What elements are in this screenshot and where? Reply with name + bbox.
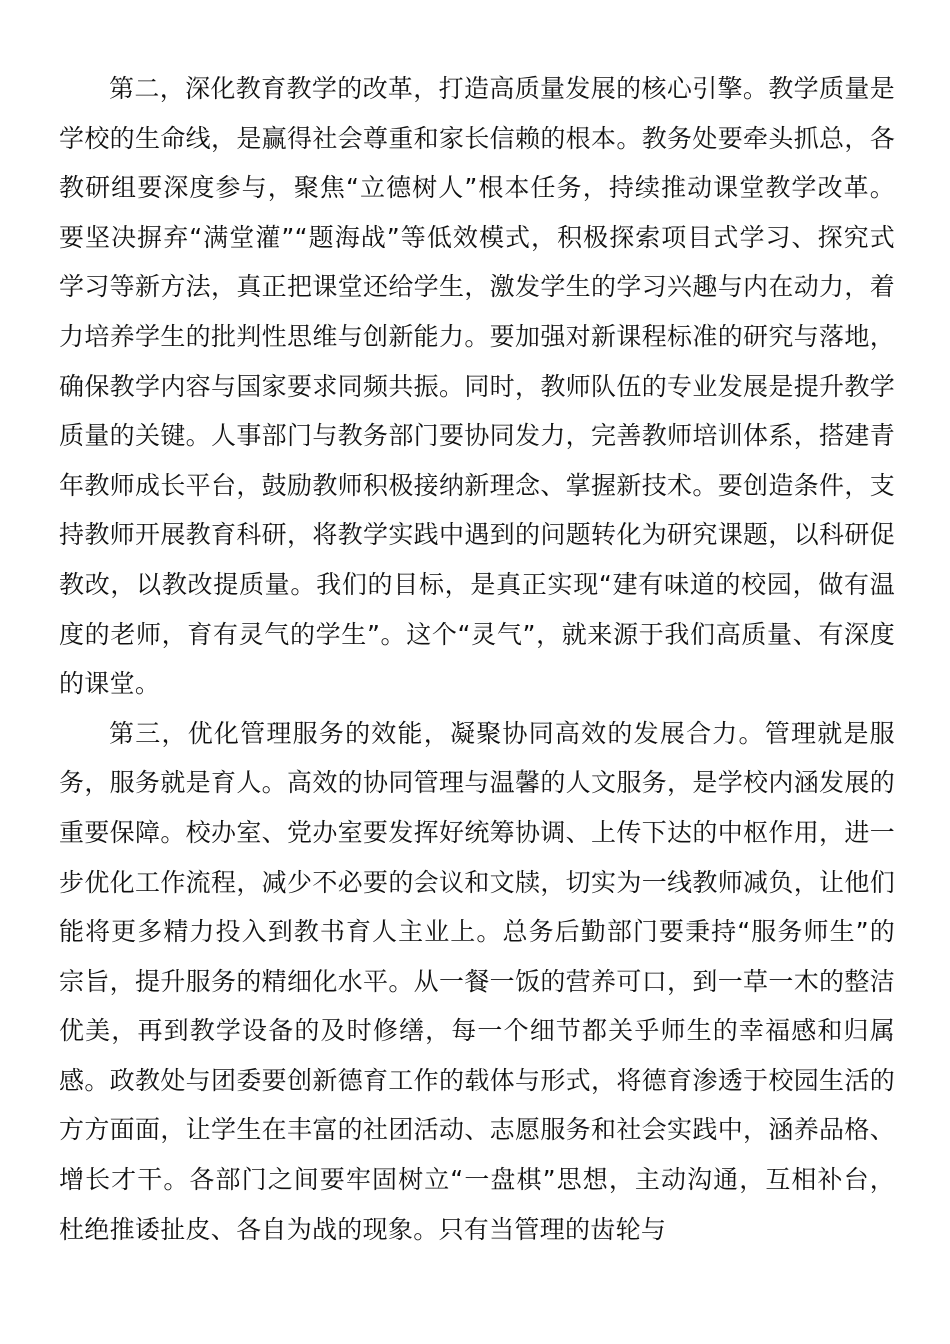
paragraph-second-point: 第二，深化教育教学的改革，打造高质量发展的核心引擎。教学质量是学校的生命线，是赢得社会尊重和家长信赖的根本。教务处要牵头抓总，各教研组要深度参与，聚焦“立德树人”根本任务，持续推动课堂教学改革。要坚决摒弃“满堂灌”“题海战”等低效模式，积极探索项目式学习、探究式学习等新方法，真正把课堂还给学生，激发学生的学习兴趣与内在动力，着力培养学生的批判性思维与创新能力。要加强对新课程标准的研究与落地，确保教学内容与国家要求同频共振。同时，教师队伍的专业发展是提升教学质量的关键。人事部门与教务部门要协同发力，完善教师培训体系，搭建青年教师成长平台，鼓励教师积极接纳新理念、掌握新技术。要创造条件，支持教师开展教育科研，将教学实践中遇到的问题转化为研究课题，以科研促教改，以教改提质量。我们的目标，是真正实现“建有味道的校园，做有温度的老师，育有灵气的学生”。这个“灵气”，就来源于我们高质量、有深度的课堂。 xyxy=(59,74,895,699)
paragraph-third-point: 第三，优化管理服务的效能，凝聚协同高效的发展合力。管理就是服务，服务就是育人。高效的协同管理与温馨的人文服务，是学校内涵发展的重要保障。校办室、党办室要发挥好统筹协调、上传下达的中枢作用，进一步优化工作流程，减少不必要的会议和文牍，切实为一线教师减负，让他们能将更多精力投入到教书育人主业上。总务后勤部门要秉持“服务师生”的宗旨，提升服务的精细化水平。从一餐一饭的营养可口，到一草一木的整洁优美，再到教学设备的及时修缮，每一个细节都关乎师生的幸福感和归属感。政教处与团委要创新德育工作的载体与形式，将德育渗透于校园生活的方方面面，让学生在丰富的社团活动、志愿服务和社会实践中，涵养品格、增长才干。各部门之间要牢固树立“一盘棋”思想，主动沟通，互相补台，杜绝推诿扯皮、各自为战的现象。只有当管理的齿轮与 xyxy=(59,718,895,1244)
document-body xyxy=(59,64,895,1254)
